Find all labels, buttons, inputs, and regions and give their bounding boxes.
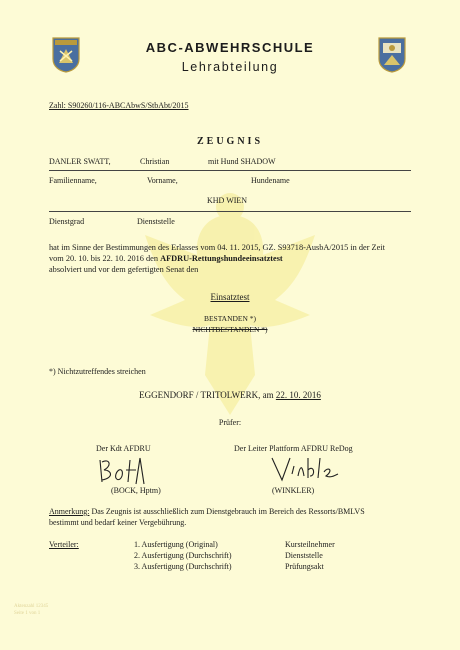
archive-stamp — [14, 603, 48, 617]
body-line-1: hat im Sinne der Bestimmungen des Erlasses vom 04. 11. 2015, GZ. S93718-AusbA/2015 in der Zeit — [49, 243, 385, 252]
distribution-recipient-1: Kursteilnehmer — [285, 540, 335, 549]
certificate-title: ZEUGNIS — [196, 136, 263, 147]
examiners-heading: Prüfer: — [218, 418, 242, 427]
surname-value: DANLER SWATT, — [49, 157, 111, 166]
footnote: *) Nichtzutreffendes streichen — [49, 367, 146, 376]
divider — [49, 170, 411, 171]
stamp-line-2: Seite 1 von 1 — [14, 611, 41, 616]
divider — [49, 211, 411, 212]
unit-value: KHD WIEN — [207, 196, 248, 205]
rank-label: Dienstgrad — [49, 217, 85, 226]
body-line-2-prefix: vom 20. 10. bis 22. 10. 2016 den — [49, 254, 161, 264]
place: EGGENDORF / TRITOLWERK, am — [139, 390, 276, 400]
first-name-label: Vorname, — [147, 176, 178, 185]
surname-label: Familienname, — [49, 176, 97, 185]
department-name: Lehrabteilung — [181, 60, 279, 74]
note-text-2: bestimmt und bedarf keiner Vergebührung. — [49, 518, 187, 527]
reference-number: S90260/116-ABCAbwS/StbAbt/2015 — [67, 101, 189, 110]
school-name: ABC-ABWEHRSCHULE — [145, 40, 315, 55]
first-name-value: Christian — [140, 157, 170, 166]
bock-signature-icon — [96, 454, 154, 488]
distribution-recipient-3: Prüfungsakt — [285, 562, 324, 571]
body-line-2 — [49, 253, 421, 264]
winkler-signature-icon — [268, 454, 340, 484]
unit-label: Dienststelle — [137, 217, 175, 226]
distribution-copy-3: 3. Ausfertigung (Durchschrift) — [134, 562, 232, 571]
exam-name: AFDRU-Rettungshundeeinsatztest — [160, 254, 283, 264]
distribution-recipient-2: Dienststelle — [285, 551, 323, 560]
note-label: Anmerkung: — [49, 507, 90, 516]
reference-line — [49, 101, 189, 110]
distribution-label: Verteiler: — [49, 540, 79, 549]
right-examiner-title: Der Leiter Plattform AFDRU ReDog — [234, 444, 353, 453]
left-examiner-title: Der Kdt AFDRU — [96, 444, 151, 453]
reference-label: Zahl: — [49, 101, 66, 110]
dog-label: Hundename — [251, 176, 290, 185]
place-date — [0, 390, 460, 400]
dog-value: mit Hund SHADOW — [208, 157, 276, 166]
result-failed: NICHTBESTANDEN *) — [192, 325, 268, 334]
stamp-line-1: Aktenzahl 12345 — [14, 604, 49, 609]
right-examiner-name: (WINKLER) — [272, 486, 315, 495]
result-passed: BESTANDEN *) — [203, 314, 257, 323]
note-text-1: Das Zeugnis ist ausschließlich zum Dienstgebrauch im Bereich des Ressorts/BMLVS — [89, 507, 365, 516]
note — [49, 506, 365, 528]
result-heading: Einsatztest — [210, 292, 250, 302]
left-examiner-name: (BOCK, Hptm) — [111, 486, 161, 495]
distribution-copy-2: 2. Ausfertigung (Durchschrift) — [134, 551, 232, 560]
distribution-copy-1: 1. Ausfertigung (Original) — [134, 540, 218, 549]
date: 22. 10. 2016 — [275, 390, 321, 400]
body-line-3: absolviert und vor dem gefertigten Senat den — [49, 265, 199, 275]
body-paragraph — [49, 242, 421, 276]
